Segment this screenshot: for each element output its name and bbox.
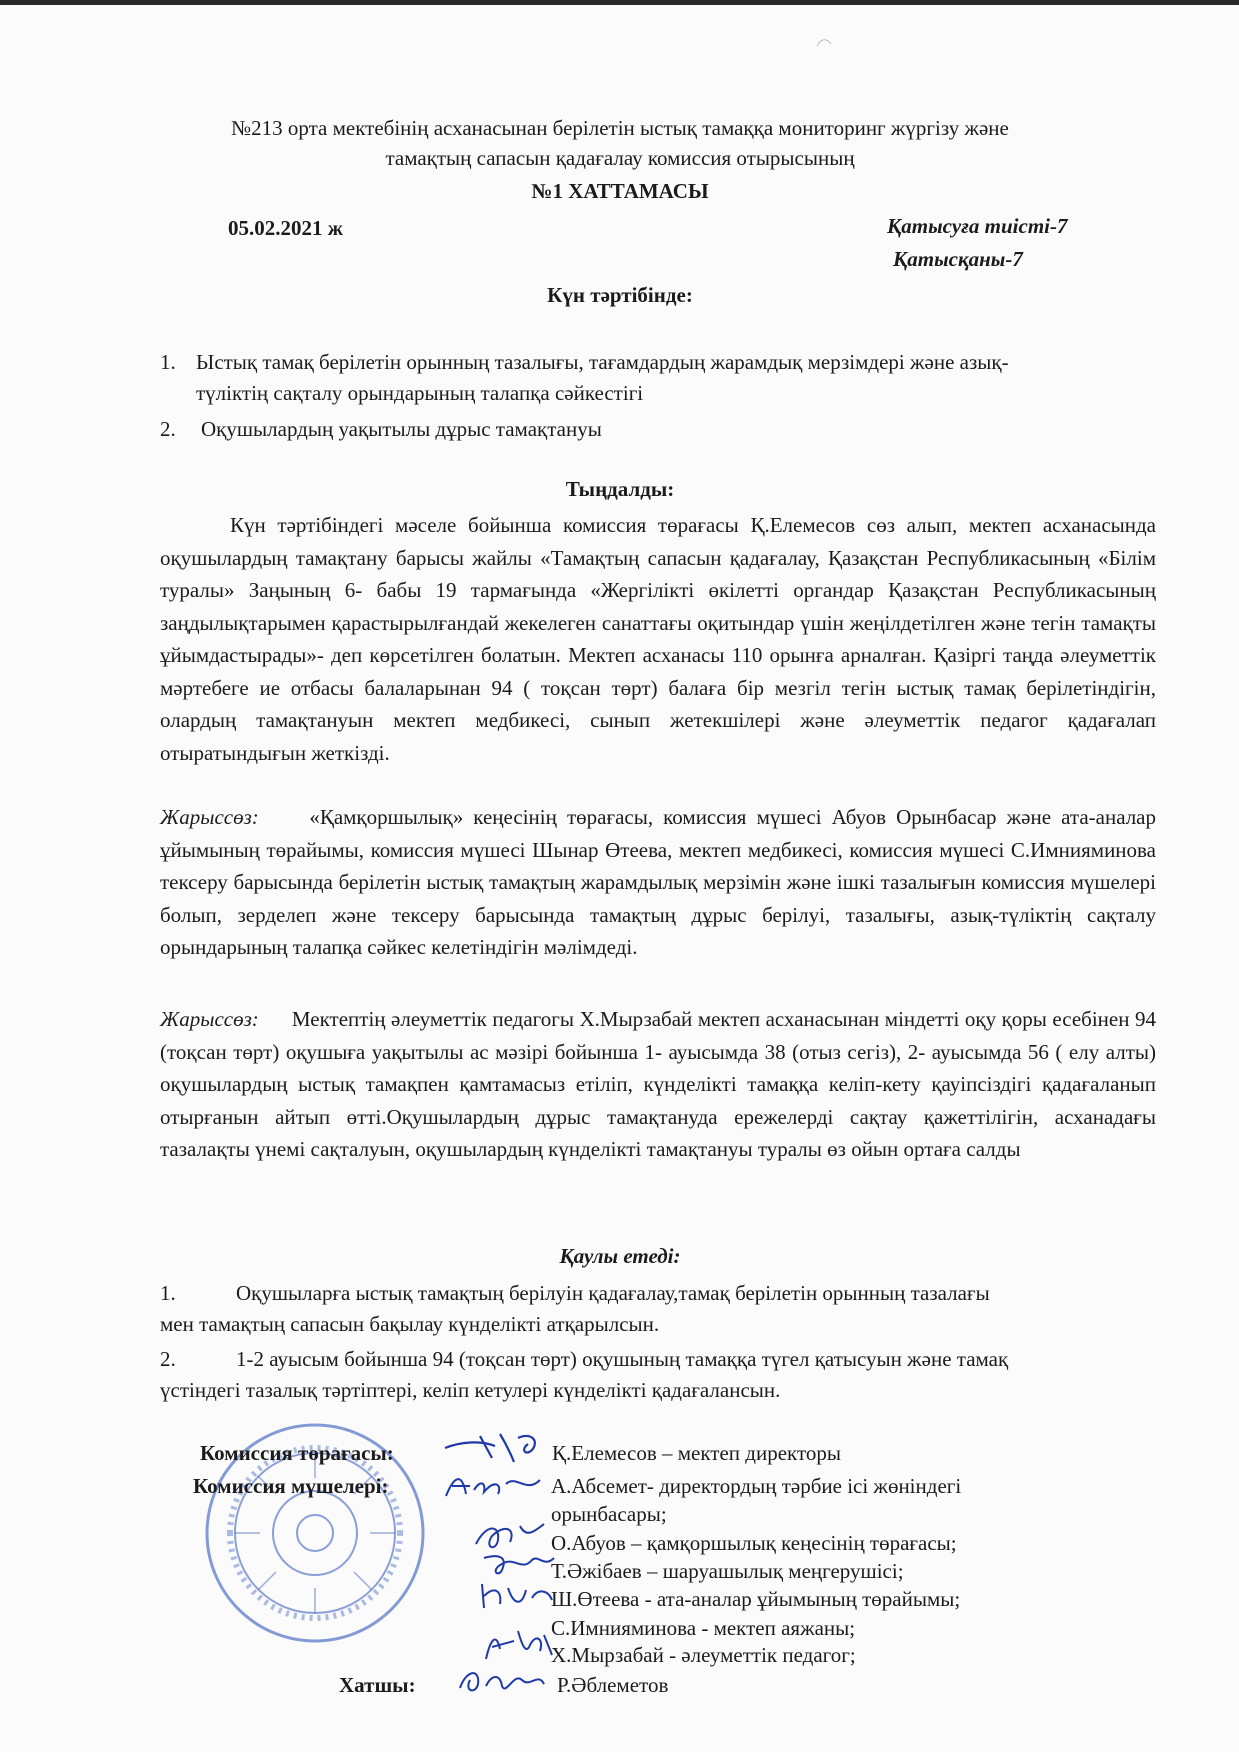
member-line: О.Абуов – қамқоршылық кеңесінің төрағасы;	[551, 1531, 957, 1555]
title-line-1: №213 орта мектебінің асханасынан берілетін ыстық тамаққа мониторинг жүргізу және	[231, 116, 1009, 140]
member-signature	[440, 1468, 550, 1502]
decision-item-text: мен тамақтың сапасын бақылау күнделікті атқарылсын.	[160, 1312, 660, 1336]
agenda-item-text: Оқушылардың уақытылы дұрыс тамақтануы	[201, 417, 602, 441]
speech-text: «Қамқоршылық» кеңесінің төрағасы, комиссия мүшесі Абуов Орынбасар және ата-аналар ұйымының төрайымы, комиссия мүшесі Шынар Өтеева, мектеп медбикесі, комиссия мүшесі С.Имнияминова тексеру барысында берілетін ыстық тамақтың жарамдылық мерзімін және ішкі тазалығын комиссия мүшелері болып, зерделеп және тексеру барысында тамақтың дұрыс берілуі, тазалығы, азық-түліктің сақталу орындарының талапқа сәйкес келетіндігін мәлімдеді.	[160, 805, 1157, 959]
decision-heading: Қаулы етеді:	[559, 1244, 681, 1268]
member-line: Х.Мырзабай - әлеуметтік педагог;	[551, 1643, 856, 1667]
speech-text: Мектептің әлеуметтік педагогы Х.Мырзабай мектеп асханасынан міндетті оқу қоры есебінен 94 (тоқсан төрт) оқушыға уақытылы ас мәзірі бойынша 1- ауысымда 38 (отыз сегіз), 2- ауысымда 56 ( елу алты) оқушылардың ыстық тамақпен қамтамасыз етіліп, күнделікті тамаққа келіп-кету қауіпсіздігі қадағаланып отырғанын айтып өтті.Оқушылардың дұрыс тамақтануда ережелерді сақтау қажеттілігін, асханадағы тазалақты үнемі сақталуын, оқушылардың күнделікті тамақтануы туралы өз ойын ортаға салды	[160, 1007, 1156, 1161]
secretary-signature	[452, 1662, 552, 1702]
agenda-heading: Күн тәртібінде:	[547, 283, 693, 307]
attended-count: Қатысқаны-7	[893, 247, 1023, 271]
member-line: С.Имнияминова - мектеп аяжаны;	[551, 1616, 856, 1640]
chair-signature	[440, 1428, 550, 1468]
scan-edge	[0, 0, 1239, 5]
members-label: Комиссия мүшелері:	[193, 1474, 389, 1498]
speech-paragraph	[160, 1003, 1156, 1166]
agenda-item-number: 1.	[160, 350, 176, 374]
speech-label: Жарыссөз:	[160, 805, 259, 829]
must-attend-count: Қатысуға тиісті-7	[887, 214, 1068, 238]
decision-item-text: 1-2 ауысым бойынша 94 (тоқсан төрт) оқушының тамаққа түгел қатысуын және тамақ	[236, 1347, 1009, 1371]
member-line: Ш.Өтеева - ата-аналар ұйымының төрайымы;	[551, 1587, 961, 1611]
chair-name: Қ.Елемесов – мектеп директоры	[552, 1441, 841, 1465]
member-signature	[476, 1578, 556, 1612]
decision-item	[160, 1344, 1140, 1406]
secretary-name: Р.Әблеметов	[557, 1673, 669, 1697]
member-line: Т.Әжібаев – шаруашылық меңгерушісі;	[551, 1559, 904, 1583]
member-line: орынбасары;	[551, 1502, 667, 1526]
scan-mark	[815, 36, 833, 50]
heard-paragraph: Күн тәртібіндегі мәселе бойынша комиссия төрағасы Қ.Елемесов сөз алып, мектеп асханасында оқушылардың тамақтану барысы жайлы «Тамақтың сапасын қадағалау, Қазақстан Республикасының «Білім туралы» Заңының 6- бабы 19 тармағында «Жергілікті өкілетті органдар Қазақстан Республикасының заңдылықтарымен қарастырылғандай жекелеген санаттағы оқитындар үшін жеңілдетілген және тегін тамақты ұйымдастырады»- деп көрсетілген болатын. Мектеп асханасы 110 орынға арналған. Қазіргі таңда әлеуметтік мәртебеге ие отбасы балаларынан 94 ( тоқсан төрт) балаға бір мезгіл тегін ыстық тамақ берілетіндігін, олардың тамақтануын мектеп медбикесі, сынып жетекшілері және әлеуметтік педагог қадағалап отыратындығын жеткізді.	[160, 513, 1156, 765]
agenda-item-text: түліктің сақталу орындарының талапқа сәйкестігі	[196, 381, 644, 405]
decision-item-text: Оқушыларға ыстық тамақтың берілуін қадағалау,тамақ берілетін орынның тазалағы	[236, 1281, 990, 1305]
secretary-label: Хатшы:	[339, 1673, 416, 1697]
member-signature	[470, 1518, 550, 1554]
member-line: А.Абсемет- директордың тәрбие ісі жөніндегі	[551, 1474, 962, 1498]
chair-label: Комиссия төрағасы:	[200, 1441, 394, 1465]
speech-paragraph	[160, 801, 1156, 964]
heard-heading: Тыңдалды:	[565, 477, 675, 501]
agenda-item-text: Ыстық тамақ берілетін орынның тазалығы, тағамдардың жарамдық мерзімдері және азық-	[196, 350, 1009, 374]
meeting-date: 05.02.2021 ж	[228, 216, 343, 240]
speech-label: Жарыссөз:	[160, 1007, 259, 1031]
decision-item-text: үстіндегі тазалық тәртіптері, келіп кетулері күнделікті қадағалансын.	[160, 1378, 781, 1402]
protocol-number: №1 ХАТТАМАСЫ	[531, 179, 709, 203]
agenda-item-number: 2.	[160, 417, 176, 441]
decision-item	[160, 1278, 1140, 1340]
member-signature	[478, 1550, 558, 1580]
decision-item-number: 1.	[160, 1281, 176, 1305]
decision-item-number: 2.	[160, 1347, 176, 1371]
member-signature	[478, 1625, 558, 1665]
title-line-2: тамақтың сапасын қадағалау комиссия отырысының	[385, 146, 855, 170]
